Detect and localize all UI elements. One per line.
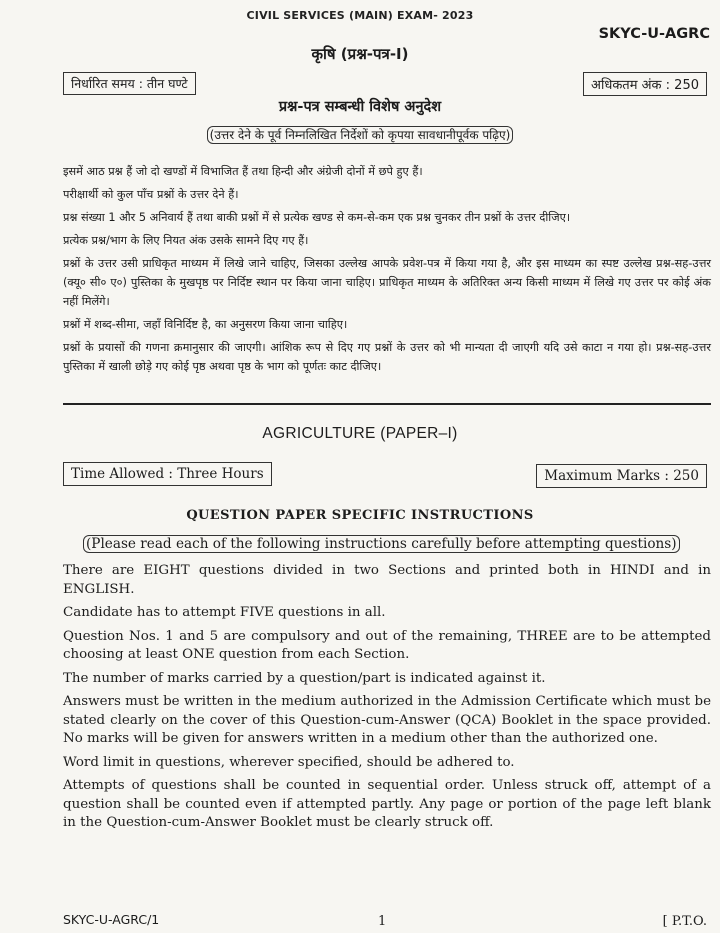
- english-instructions-subtitle-text: (Please read each of the following instructions carefully before attempting questions): [83, 535, 680, 553]
- hindi-instruction: प्रश्नों के उत्तर उसी प्राधिकृत माध्यम में लिखे जाने चाहिए, जिसका उल्लेख आपके प्रवेश-पत्र में किया गया है, और इस माध्यम का स्पष्ट उल्लेख प्रश्न-सह-उत्तर (क्यू० सी० ए०) पुस्तिका के मुखपृष्ठ पर निर्दिष्ट स्थान पर किया जाना चाहिए। प्राधिकृत माध्यम के अतिरिक्त अन्य किसी माध्यम में लिखे गए उत्तर पर कोई अंक नहीं मिलेंगे।: [63, 257, 711, 308]
- pto-label: [ P.T.O.: [662, 914, 707, 929]
- english-instruction: The number of marks carried by a question/part is indicated against it.: [63, 670, 546, 686]
- hindi-title: कृषि (प्रश्न-पत्र-I): [311, 45, 409, 63]
- hindi-instruction: प्रश्नों के प्रयासों की गणना क्रमानुसार की जाएगी। आंशिक रूप से दिए गए प्रश्नों के उत्तर को भी मान्यता दी जाएगी यदि उसे काटा न गया हो। प्रश्न-सह-उत्तर पुस्तिका में खाली छोड़े गए कोई पृष्ठ अथवा पृष्ठ के भाग को पूर्णतः काट दीजिए।: [63, 341, 711, 373]
- hindi-instruction: प्रश्न संख्या 1 और 5 अनिवार्य हैं तथा बाकी प्रश्नों में से प्रत्येक खण्ड से कम-से-कम एक प्रश्न चुनकर तीन प्रश्नों के उत्तर दीजिए।: [63, 211, 571, 224]
- english-instruction: Candidate has to attempt FIVE questions in all.: [63, 605, 386, 620]
- hindi-time-allowed: निर्धारित समय : तीन घण्टे: [63, 72, 196, 95]
- english-instructions-title: QUESTION PAPER SPECIFIC INSTRUCTIONS: [186, 508, 534, 523]
- english-instruction: Answers must be written in the medium authorized in the Admission Certificate which must be stated clearly on the cover of this Question-cum-Answer (QCA) Booklet in the space provided. No marks will be given for answers written in a medium other than the authorized one.: [63, 694, 711, 746]
- paper-code: SKYC-U-AGRC: [598, 26, 710, 42]
- hindi-instruction: प्रत्येक प्रश्न/भाग के लिए नियत अंक उसके सामने दिए गए हैं।: [63, 234, 309, 247]
- hindi-instruction: परीक्षार्थी को कुल पाँच प्रश्नों के उत्तर देने हैं।: [63, 188, 239, 201]
- hindi-instructions-list: [63, 162, 711, 380]
- english-max-marks: Maximum Marks : 250: [536, 464, 707, 488]
- english-instruction: Word limit in questions, wherever specified, should be adhered to.: [63, 754, 515, 770]
- english-instruction: Attempts of questions shall be counted in sequential order. Unless struck off, attempt of a question shall be counted even if attempted partly. Any page or portion of the page left blank in the Question-cum-Answer Booklet must be clearly struck off.: [63, 778, 711, 830]
- english-instructions-list: [63, 562, 711, 838]
- english-instructions-subtitle: [83, 536, 680, 552]
- english-time-allowed: Time Allowed : Three Hours: [63, 462, 272, 486]
- english-instruction: Question Nos. 1 and 5 are compulsory and out of the remaining, THREE are to be attempted choosing at least ONE question from each Section.: [63, 628, 711, 662]
- hindi-instructions-subtitle: [0, 126, 720, 143]
- hindi-instructions-subtitle-text: (उत्तर देने के पूर्व निम्नलिखित निर्देशों को कृपया सावधानीपूर्वक पढ़िए): [207, 126, 514, 144]
- exam-stamp: CIVIL SERVICES (MAIN) EXAM- 2023: [246, 9, 474, 22]
- hindi-max-marks: अधिकतम अंक : 250: [583, 72, 707, 96]
- english-instruction: There are EIGHT questions divided in two Sections and printed both in HINDI and in ENGLISH.: [63, 563, 711, 597]
- english-title: AGRICULTURE (PAPER–I): [262, 425, 458, 442]
- section-divider: [63, 403, 711, 405]
- hindi-instructions-title: प्रश्न-पत्र सम्बन्धी विशेष अनुदेश: [278, 99, 442, 115]
- hindi-instruction: प्रश्नों में शब्द-सीमा, जहाँ विनिर्दिष्ट है, का अनुसरण किया जाना चाहिए।: [63, 318, 348, 331]
- footer-paper-code: SKYC-U-AGRC/1: [63, 912, 160, 927]
- page-number: 1: [378, 914, 387, 929]
- hindi-instruction: इसमें आठ प्रश्न हैं जो दो खण्डों में विभाजित हैं तथा हिन्दी और अंग्रेजी दोनों में छपे हुए हैं।: [63, 165, 423, 178]
